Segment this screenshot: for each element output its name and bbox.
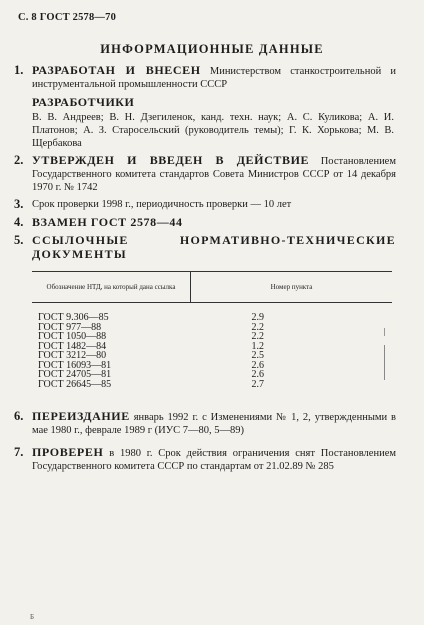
item-number: 2. bbox=[14, 153, 24, 167]
info-item-4 bbox=[14, 216, 396, 230]
cell-document: ГОСТ 1050—88 bbox=[38, 331, 107, 342]
cell-document: ГОСТ 1482—84 bbox=[38, 340, 107, 352]
item-caps: ПРОВЕРЕН bbox=[32, 445, 104, 459]
info-item-1 bbox=[14, 64, 396, 91]
cell-clause: 1.2 bbox=[251, 340, 264, 352]
info-item-5 bbox=[14, 234, 396, 262]
item-text: в 1980 г. Срок действия ограничения снят Постановлением Государственного комитета СССР по стандартам от 21.02.89 № 285 bbox=[32, 448, 396, 472]
section-title: ИНФОРМАЦИОННЫЕ ДАННЫЕ bbox=[100, 42, 324, 56]
cell-document: ГОСТ 16093—81 bbox=[38, 359, 112, 371]
col-header-clause: Номер пункта bbox=[191, 272, 393, 303]
cell-clause: 2.2 bbox=[251, 331, 264, 342]
margin-mark bbox=[384, 345, 389, 380]
developers-heading: РАЗРАБОТЧИКИ bbox=[32, 95, 135, 109]
cell-clause: 2.6 bbox=[251, 359, 264, 371]
item-text: январь 1992 г. с Изменениями № 1, 2, утвержденными в мае 1980 г., феврале 1989 г (ИУС 7—80, 5—89) bbox=[32, 412, 396, 436]
item-number: 7. bbox=[14, 445, 24, 459]
cell-document: ГОСТ 977—88 bbox=[38, 321, 102, 333]
item-number: 1. bbox=[14, 63, 24, 77]
info-item-6 bbox=[14, 410, 396, 437]
info-item-7 bbox=[14, 446, 396, 473]
item-caps: ПЕРЕИЗДАНИЕ bbox=[32, 409, 130, 423]
cell-document: ГОСТ 3212—80 bbox=[38, 350, 107, 361]
item-number: 5. bbox=[14, 233, 24, 247]
cell-clause: 2.7 bbox=[251, 378, 264, 390]
item-caps: УТВЕРЖДЕН И ВВЕДЕН В ДЕЙСТВИЕ bbox=[32, 153, 310, 167]
margin-mark bbox=[384, 328, 387, 336]
info-item-3 bbox=[14, 198, 396, 211]
item-caps: ВЗАМЕН ГОСТ 2578—44 bbox=[32, 215, 183, 229]
table-row bbox=[32, 380, 392, 390]
col-header-document: Обозначение НТД, на который дана ссылка bbox=[32, 272, 191, 303]
cell-clause: 2.9 bbox=[251, 312, 264, 323]
info-item-2 bbox=[14, 154, 396, 194]
footer-mark: Б bbox=[30, 613, 35, 621]
cell-document: ГОСТ 26645—85 bbox=[38, 378, 112, 390]
cell-clause: 2.5 bbox=[251, 350, 264, 361]
table-row bbox=[32, 303, 392, 323]
reference-table bbox=[32, 271, 392, 389]
cell-document: ГОСТ 24705—81 bbox=[38, 369, 112, 380]
item-number: 3. bbox=[14, 197, 24, 211]
item-number: 6. bbox=[14, 409, 24, 423]
cell-document: ГОСТ 9.306—85 bbox=[38, 312, 109, 323]
table-header-row bbox=[32, 272, 392, 303]
item-text: Министерством станкостроительной и инструментальной промышленности СССР bbox=[32, 66, 396, 90]
item-text: Срок проверки 1998 г., периодичность проверки — 10 лет bbox=[32, 199, 292, 210]
item-caps: ССЫЛОЧНЫЕ НОРМАТИВНО-ТЕХНИЧЕСКИЕ ДОКУМЕНТЫ bbox=[32, 233, 396, 261]
item-caps: РАЗРАБОТАН И ВНЕСЕН bbox=[32, 63, 201, 77]
cell-clause: 2.6 bbox=[251, 369, 264, 380]
page-header: С. 8 ГОСТ 2578—70 bbox=[18, 12, 117, 23]
item-text: Постановлением Государственного комитета стандартов Совета Министров СССР от 14 декабря 1970 г. № 1742 bbox=[32, 156, 396, 193]
developers-list: В. В. Андреев; В. Н. Дзегиленок, канд. техн. наук; А. С. Куликова; А. И. Платонов; А. З. Старосельский (руководитель темы); Г. К. Хорькова; М. В. Щербакова bbox=[32, 112, 394, 149]
cell-clause: 2.2 bbox=[251, 321, 264, 333]
item-number: 4. bbox=[14, 215, 24, 229]
